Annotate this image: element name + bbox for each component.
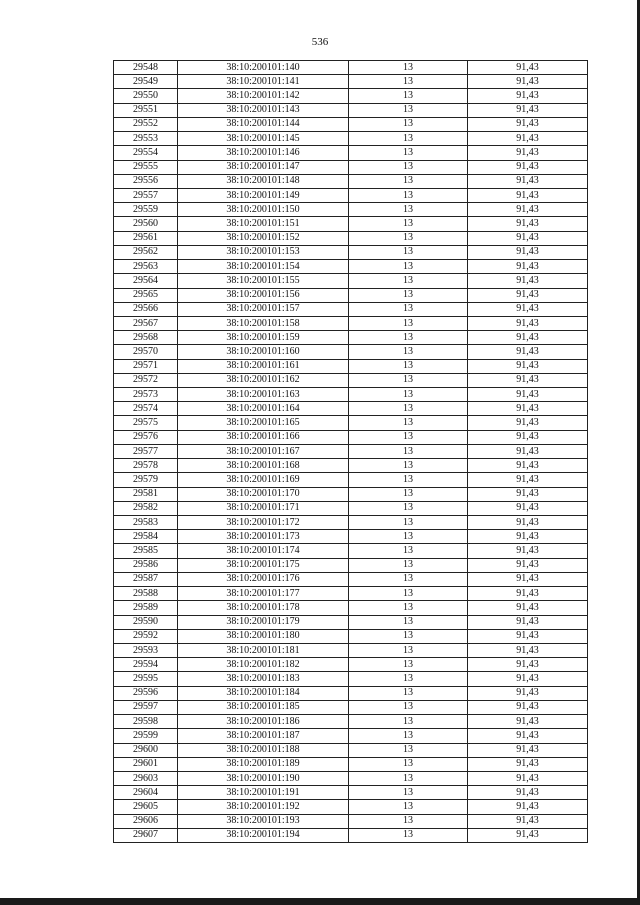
quantity-cell: 13 [349,700,468,714]
record-number-cell: 29606 [114,814,178,828]
quantity-cell: 13 [349,501,468,515]
cadastral-number-cell: 38:10:200101:165 [178,416,349,430]
cadastral-number-cell: 38:10:200101:192 [178,800,349,814]
quantity-cell: 13 [349,174,468,188]
quantity-cell: 13 [349,786,468,800]
table-row [114,75,588,89]
record-number-cell: 29607 [114,828,178,842]
table-row [114,487,588,501]
record-number-cell: 29603 [114,771,178,785]
quantity-cell: 13 [349,629,468,643]
table-row [114,686,588,700]
value-cell: 91,43 [468,814,588,828]
value-cell: 91,43 [468,629,588,643]
table-row [114,103,588,117]
cadastral-number-cell: 38:10:200101:181 [178,643,349,657]
table-row [114,373,588,387]
record-number-cell: 29594 [114,658,178,672]
quantity-cell: 13 [349,61,468,75]
cadastral-number-cell: 38:10:200101:179 [178,615,349,629]
cadastral-number-cell: 38:10:200101:184 [178,686,349,700]
quantity-cell: 13 [349,487,468,501]
record-number-cell: 29593 [114,643,178,657]
table-row [114,786,588,800]
table-row [114,302,588,316]
table-row [114,402,588,416]
cadastral-number-cell: 38:10:200101:153 [178,245,349,259]
cadastral-number-cell: 38:10:200101:148 [178,174,349,188]
cadastral-number-cell: 38:10:200101:152 [178,231,349,245]
cadastral-number-cell: 38:10:200101:194 [178,828,349,842]
cadastral-number-cell: 38:10:200101:172 [178,516,349,530]
quantity-cell: 13 [349,814,468,828]
table-row [114,828,588,842]
cadastral-number-cell: 38:10:200101:193 [178,814,349,828]
record-number-cell: 29584 [114,530,178,544]
value-cell: 91,43 [468,231,588,245]
value-cell: 91,43 [468,188,588,202]
value-cell: 91,43 [468,89,588,103]
value-cell: 91,43 [468,117,588,131]
quantity-cell: 13 [349,274,468,288]
value-cell: 91,43 [468,700,588,714]
table-row [114,516,588,530]
quantity-cell: 13 [349,686,468,700]
record-number-cell: 29604 [114,786,178,800]
value-cell: 91,43 [468,132,588,146]
quantity-cell: 13 [349,373,468,387]
value-cell: 91,43 [468,146,588,160]
cadastral-number-cell: 38:10:200101:155 [178,274,349,288]
record-number-cell: 29579 [114,473,178,487]
value-cell: 91,43 [468,501,588,515]
value-cell: 91,43 [468,444,588,458]
value-cell: 91,43 [468,643,588,657]
record-number-cell: 29568 [114,331,178,345]
quantity-cell: 13 [349,316,468,330]
record-number-cell: 29595 [114,672,178,686]
cadastral-number-cell: 38:10:200101:174 [178,544,349,558]
quantity-cell: 13 [349,558,468,572]
quantity-cell: 13 [349,331,468,345]
table-row [114,316,588,330]
cadastral-number-cell: 38:10:200101:177 [178,587,349,601]
record-number-cell: 29551 [114,103,178,117]
table-row [114,345,588,359]
table-row [114,658,588,672]
record-number-cell: 29571 [114,359,178,373]
record-number-cell: 29599 [114,729,178,743]
quantity-cell: 13 [349,132,468,146]
table-row [114,444,588,458]
registry-table [113,60,588,843]
registry-table-body [114,61,588,843]
cadastral-number-cell: 38:10:200101:191 [178,786,349,800]
cadastral-number-cell: 38:10:200101:160 [178,345,349,359]
value-cell: 91,43 [468,373,588,387]
quantity-cell: 13 [349,587,468,601]
cadastral-number-cell: 38:10:200101:158 [178,316,349,330]
record-number-cell: 29563 [114,260,178,274]
table-row [114,89,588,103]
quantity-cell: 13 [349,572,468,586]
quantity-cell: 13 [349,715,468,729]
record-number-cell: 29562 [114,245,178,259]
quantity-cell: 13 [349,444,468,458]
cadastral-number-cell: 38:10:200101:161 [178,359,349,373]
quantity-cell: 13 [349,217,468,231]
record-number-cell: 29601 [114,757,178,771]
quantity-cell: 13 [349,345,468,359]
table-row [114,771,588,785]
value-cell: 91,43 [468,615,588,629]
record-number-cell: 29586 [114,558,178,572]
quantity-cell: 13 [349,771,468,785]
quantity-cell: 13 [349,530,468,544]
table-row [114,288,588,302]
quantity-cell: 13 [349,231,468,245]
record-number-cell: 29598 [114,715,178,729]
table-row [114,388,588,402]
value-cell: 91,43 [468,316,588,330]
table-row [114,814,588,828]
table-row [114,615,588,629]
value-cell: 91,43 [468,587,588,601]
quantity-cell: 13 [349,430,468,444]
value-cell: 91,43 [468,686,588,700]
record-number-cell: 29572 [114,373,178,387]
table-row [114,544,588,558]
table-row [114,160,588,174]
record-number-cell: 29578 [114,459,178,473]
table-row [114,174,588,188]
quantity-cell: 13 [349,516,468,530]
table-row [114,473,588,487]
value-cell: 91,43 [468,473,588,487]
value-cell: 91,43 [468,558,588,572]
value-cell: 91,43 [468,388,588,402]
quantity-cell: 13 [349,416,468,430]
cadastral-number-cell: 38:10:200101:189 [178,757,349,771]
record-number-cell: 29556 [114,174,178,188]
table-row [114,601,588,615]
record-number-cell: 29549 [114,75,178,89]
cadastral-number-cell: 38:10:200101:151 [178,217,349,231]
value-cell: 91,43 [468,217,588,231]
table-row [114,188,588,202]
cadastral-number-cell: 38:10:200101:144 [178,117,349,131]
cadastral-number-cell: 38:10:200101:163 [178,388,349,402]
value-cell: 91,43 [468,402,588,416]
cadastral-number-cell: 38:10:200101:169 [178,473,349,487]
cadastral-number-cell: 38:10:200101:162 [178,373,349,387]
value-cell: 91,43 [468,786,588,800]
value-cell: 91,43 [468,245,588,259]
quantity-cell: 13 [349,828,468,842]
cadastral-number-cell: 38:10:200101:182 [178,658,349,672]
table-row [114,715,588,729]
quantity-cell: 13 [349,643,468,657]
value-cell: 91,43 [468,544,588,558]
value-cell: 91,43 [468,288,588,302]
cadastral-number-cell: 38:10:200101:164 [178,402,349,416]
record-number-cell: 29552 [114,117,178,131]
table-row [114,587,588,601]
record-number-cell: 29561 [114,231,178,245]
table-row [114,558,588,572]
value-cell: 91,43 [468,601,588,615]
value-cell: 91,43 [468,331,588,345]
cadastral-number-cell: 38:10:200101:143 [178,103,349,117]
record-number-cell: 29567 [114,316,178,330]
table-row [114,672,588,686]
record-number-cell: 29548 [114,61,178,75]
quantity-cell: 13 [349,89,468,103]
table-row [114,203,588,217]
cadastral-number-cell: 38:10:200101:147 [178,160,349,174]
record-number-cell: 29589 [114,601,178,615]
cadastral-number-cell: 38:10:200101:168 [178,459,349,473]
table-row [114,459,588,473]
record-number-cell: 29587 [114,572,178,586]
record-number-cell: 29573 [114,388,178,402]
cadastral-number-cell: 38:10:200101:166 [178,430,349,444]
value-cell: 91,43 [468,75,588,89]
record-number-cell: 29600 [114,743,178,757]
cadastral-number-cell: 38:10:200101:176 [178,572,349,586]
value-cell: 91,43 [468,743,588,757]
table-row [114,245,588,259]
table-row [114,800,588,814]
value-cell: 91,43 [468,459,588,473]
value-cell: 91,43 [468,828,588,842]
quantity-cell: 13 [349,117,468,131]
value-cell: 91,43 [468,715,588,729]
cadastral-number-cell: 38:10:200101:188 [178,743,349,757]
table-row [114,231,588,245]
cadastral-number-cell: 38:10:200101:183 [178,672,349,686]
cadastral-number-cell: 38:10:200101:154 [178,260,349,274]
value-cell: 91,43 [468,672,588,686]
record-number-cell: 29596 [114,686,178,700]
value-cell: 91,43 [468,103,588,117]
value-cell: 91,43 [468,174,588,188]
page-number: 536 [311,36,329,48]
quantity-cell: 13 [349,729,468,743]
quantity-cell: 13 [349,146,468,160]
record-number-cell: 29557 [114,188,178,202]
quantity-cell: 13 [349,288,468,302]
value-cell: 91,43 [468,487,588,501]
value-cell: 91,43 [468,302,588,316]
quantity-cell: 13 [349,75,468,89]
value-cell: 91,43 [468,203,588,217]
scan-edge-bottom [0,898,640,905]
quantity-cell: 13 [349,544,468,558]
quantity-cell: 13 [349,302,468,316]
table-row [114,132,588,146]
quantity-cell: 13 [349,658,468,672]
cadastral-number-cell: 38:10:200101:145 [178,132,349,146]
quantity-cell: 13 [349,388,468,402]
quantity-cell: 13 [349,757,468,771]
record-number-cell: 29582 [114,501,178,515]
value-cell: 91,43 [468,771,588,785]
value-cell: 91,43 [468,430,588,444]
record-number-cell: 29555 [114,160,178,174]
table-row [114,117,588,131]
value-cell: 91,43 [468,516,588,530]
table-row [114,430,588,444]
record-number-cell: 29564 [114,274,178,288]
value-cell: 91,43 [468,729,588,743]
record-number-cell: 29605 [114,800,178,814]
quantity-cell: 13 [349,473,468,487]
record-number-cell: 29570 [114,345,178,359]
quantity-cell: 13 [349,160,468,174]
record-number-cell: 29592 [114,629,178,643]
value-cell: 91,43 [468,359,588,373]
record-number-cell: 29575 [114,416,178,430]
table-row [114,572,588,586]
cadastral-number-cell: 38:10:200101:178 [178,601,349,615]
record-number-cell: 29559 [114,203,178,217]
cadastral-number-cell: 38:10:200101:146 [178,146,349,160]
cadastral-number-cell: 38:10:200101:187 [178,729,349,743]
value-cell: 91,43 [468,160,588,174]
record-number-cell: 29565 [114,288,178,302]
quantity-cell: 13 [349,672,468,686]
value-cell: 91,43 [468,658,588,672]
record-number-cell: 29554 [114,146,178,160]
quantity-cell: 13 [349,359,468,373]
value-cell: 91,43 [468,416,588,430]
record-number-cell: 29574 [114,402,178,416]
cadastral-number-cell: 38:10:200101:141 [178,75,349,89]
cadastral-number-cell: 38:10:200101:171 [178,501,349,515]
value-cell: 91,43 [468,572,588,586]
cadastral-number-cell: 38:10:200101:167 [178,444,349,458]
quantity-cell: 13 [349,615,468,629]
quantity-cell: 13 [349,601,468,615]
record-number-cell: 29560 [114,217,178,231]
cadastral-number-cell: 38:10:200101:180 [178,629,349,643]
table-row [114,146,588,160]
cadastral-number-cell: 38:10:200101:173 [178,530,349,544]
record-number-cell: 29583 [114,516,178,530]
cadastral-number-cell: 38:10:200101:156 [178,288,349,302]
quantity-cell: 13 [349,743,468,757]
table-row [114,331,588,345]
quantity-cell: 13 [349,203,468,217]
table-row [114,274,588,288]
table-row [114,61,588,75]
value-cell: 91,43 [468,274,588,288]
table-row [114,729,588,743]
quantity-cell: 13 [349,245,468,259]
record-number-cell: 29576 [114,430,178,444]
cadastral-number-cell: 38:10:200101:185 [178,700,349,714]
quantity-cell: 13 [349,188,468,202]
quantity-cell: 13 [349,260,468,274]
quantity-cell: 13 [349,459,468,473]
table-row [114,643,588,657]
table-row [114,359,588,373]
table-row [114,700,588,714]
quantity-cell: 13 [349,103,468,117]
cadastral-number-cell: 38:10:200101:150 [178,203,349,217]
value-cell: 91,43 [468,530,588,544]
table-row [114,416,588,430]
record-number-cell: 29566 [114,302,178,316]
record-number-cell: 29585 [114,544,178,558]
table-row [114,530,588,544]
cadastral-number-cell: 38:10:200101:175 [178,558,349,572]
value-cell: 91,43 [468,61,588,75]
cadastral-number-cell: 38:10:200101:149 [178,188,349,202]
table-row [114,217,588,231]
record-number-cell: 29550 [114,89,178,103]
cadastral-number-cell: 38:10:200101:186 [178,715,349,729]
cadastral-number-cell: 38:10:200101:142 [178,89,349,103]
table-row [114,743,588,757]
record-number-cell: 29597 [114,700,178,714]
table-row [114,757,588,771]
cadastral-number-cell: 38:10:200101:170 [178,487,349,501]
record-number-cell: 29588 [114,587,178,601]
cadastral-number-cell: 38:10:200101:159 [178,331,349,345]
table-row [114,629,588,643]
value-cell: 91,43 [468,757,588,771]
cadastral-number-cell: 38:10:200101:157 [178,302,349,316]
record-number-cell: 29553 [114,132,178,146]
value-cell: 91,43 [468,345,588,359]
record-number-cell: 29577 [114,444,178,458]
value-cell: 91,43 [468,800,588,814]
table-row [114,501,588,515]
quantity-cell: 13 [349,800,468,814]
quantity-cell: 13 [349,402,468,416]
value-cell: 91,43 [468,260,588,274]
record-number-cell: 29590 [114,615,178,629]
record-number-cell: 29581 [114,487,178,501]
cadastral-number-cell: 38:10:200101:190 [178,771,349,785]
cadastral-number-cell: 38:10:200101:140 [178,61,349,75]
table-row [114,260,588,274]
